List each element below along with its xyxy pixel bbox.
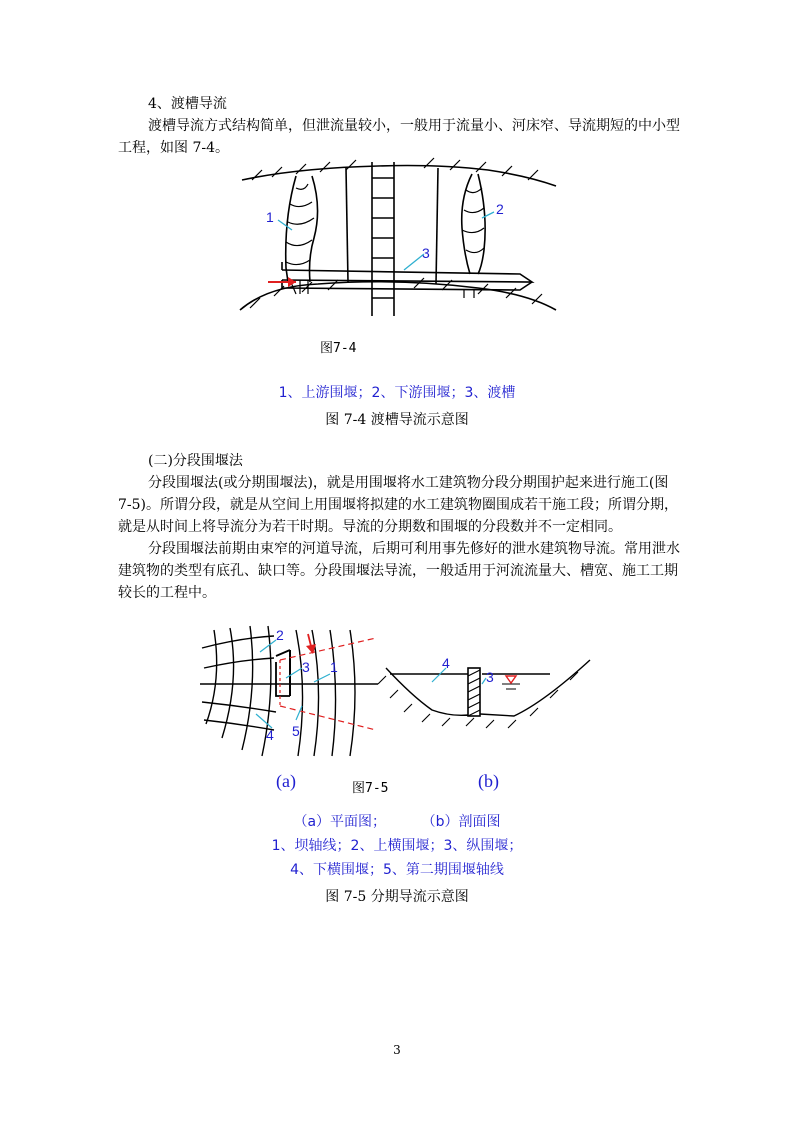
paragraph-flume-line2: 工程，如图 7-4。	[118, 140, 229, 156]
paragraph1-line3: 就是从时间上将导流分为若干时期。导流的分期数和围堰的分段数并不一定相同。	[118, 519, 622, 535]
fig75a-label-1: 1	[330, 659, 338, 675]
fig74-legend: 1、上游围堰；2、下游围堰；3、渡槽	[278, 385, 516, 401]
section-heading-flume: 4、渡槽导流	[148, 96, 227, 112]
fig74-label-2: 2	[496, 201, 504, 217]
fig74-small-caption: 图7-4	[320, 341, 357, 356]
figure-7-5a-plan-view	[200, 620, 380, 760]
paragraph1-line2: 7-5)。所谓分段，就是从空间上用围堰将拟建的水工建筑物圈围成若干施工段；所谓分期，	[118, 497, 679, 513]
fig74-label-3: 3	[422, 245, 430, 261]
fig74-label-1: 1	[266, 209, 274, 225]
fig75-panel-b-label: (b)	[478, 771, 499, 791]
fig75-legend-line2: 1、坝轴线；2、上横围堰；3、纵围堰；	[271, 838, 523, 854]
paragraph1-line1: 分段围堰法(或分期围堰法)，就是用围堰将水工建筑物分段分期围护起来进行施工(图	[148, 475, 669, 491]
figure-7-4-diagram	[238, 158, 558, 318]
page-number: 3	[393, 1043, 401, 1057]
fig75a-label-3: 3	[302, 659, 310, 675]
fig75a-label-5: 5	[292, 723, 300, 739]
fig75-legend-line1: （a）平面图； （b）剖面图	[293, 814, 501, 830]
fig75-legend-line3: 4、下横围堰；5、第二期围堰轴线	[290, 862, 504, 878]
paragraph-flume-line1: 渡槽导流方式结构简单，但泄流量较小，一般用于流量小、河床窄、导流期短的中小型	[148, 118, 680, 134]
fig75a-label-2: 2	[276, 627, 284, 643]
fig74-caption: 图 7-4 渡槽导流示意图	[325, 412, 469, 428]
section-heading-staged-cofferdam: (二)分段围堰法	[148, 453, 243, 469]
fig75b-label-3: 3	[486, 669, 494, 685]
paragraph2-line1: 分段围堰法前期由束窄的河道导流，后期可利用事先修好的泄水建筑物导流。常用泄水	[148, 541, 680, 557]
fig75-panel-a-label: (a)	[276, 771, 296, 791]
fig75-small-caption: 图7-5	[352, 781, 389, 796]
figure-7-5b-section-view	[384, 656, 599, 736]
paragraph2-line3: 较长的工程中。	[118, 585, 216, 601]
fig75-caption: 图 7-5 分期导流示意图	[325, 889, 469, 905]
fig75b-label-4: 4	[442, 655, 450, 671]
fig75a-label-4: 4	[266, 727, 274, 743]
paragraph2-line2: 建筑物的类型有底孔、缺口等。分段围堰法导流，一般适用于河流流量大、槽宽、施工工期	[118, 563, 678, 579]
